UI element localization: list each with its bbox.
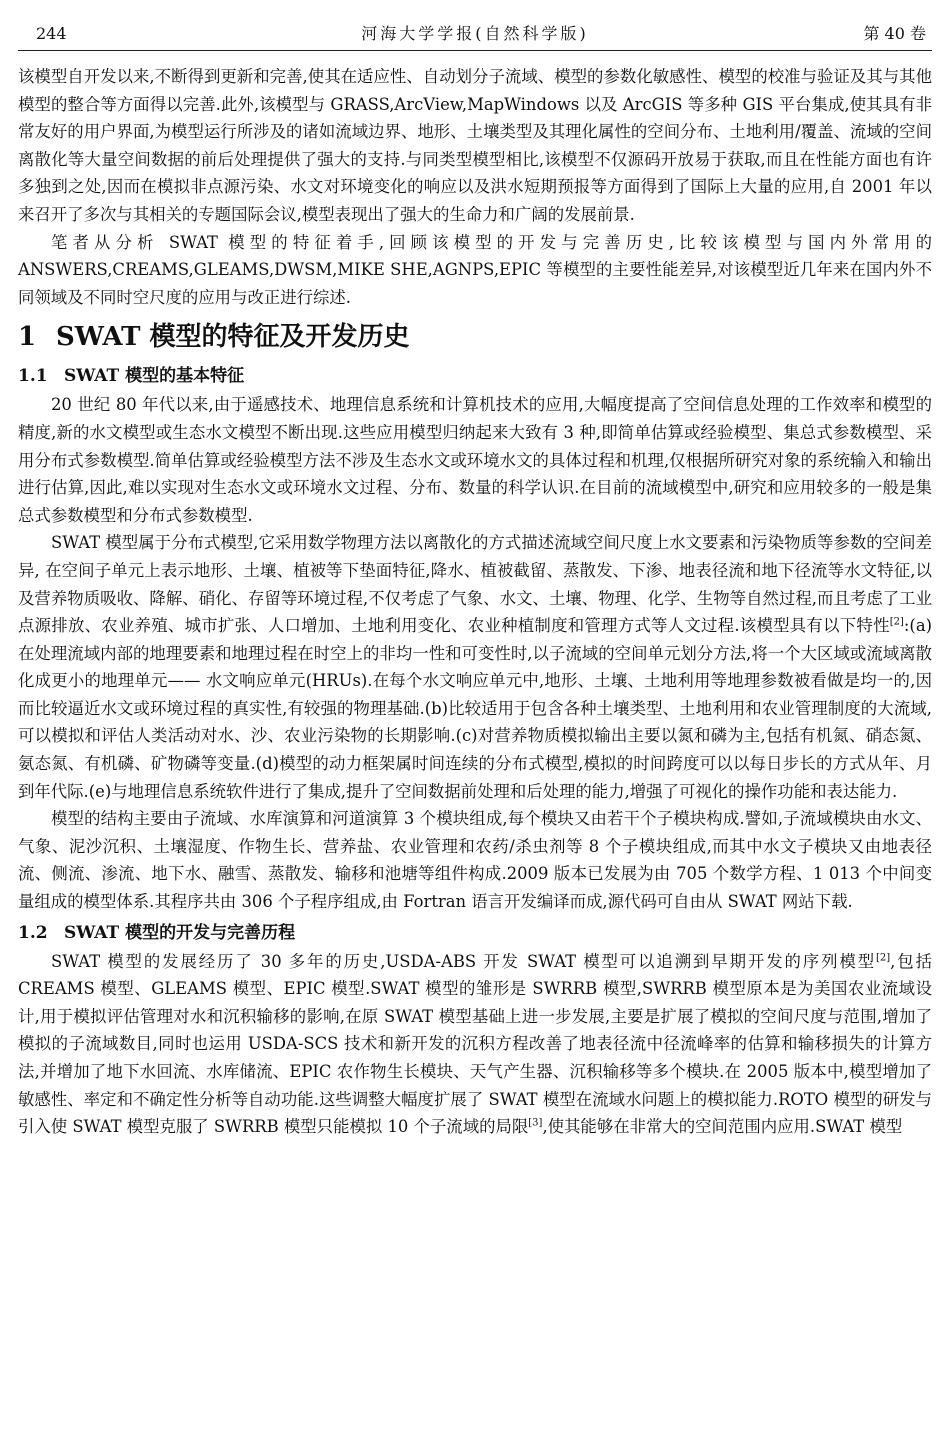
- paragraph-development-history: [18, 948, 932, 1141]
- text-run: ,使其能够在非常大的空间范围内应用.SWAT 模型: [542, 1117, 903, 1137]
- subsection-number: 1.1: [18, 366, 48, 387]
- subsection-heading-1-1: [18, 363, 932, 389]
- text-run: SWAT 模型的发展经历了 30 多年的历史,USDA-ABS 开发 SWAT 模型可以追溯到早期开发的序列模型: [51, 951, 876, 971]
- running-header: [18, 0, 932, 51]
- citation-ref[interactable]: [3]: [528, 1117, 543, 1129]
- citation-ref[interactable]: [2]: [876, 952, 891, 964]
- subsection-title: SWAT 模型的开发与完善历程: [64, 922, 296, 943]
- paragraph-model-types: 20 世纪 80 年代以来,由于遥感技术、地理信息系统和计算机技术的应用,大幅度提高了空间信息处理的工作效率和模型的精度,新的水文模型或生态水文模型不断出现.这些应用模型归纳起来大致有 3 种,即简单估算或经验模型、集总式参数模型、采用分布式参数模型.简单估算或经验模型方法不涉及生态水文或环境水文的具体过程和机理,仅根据所研究对象的系统输入和输出进行估算,因此,难以实现对生态水文或环境水文过程、分布、数量的科学认识.在目前的流域模型中,研究和应用较多的一般是集总式参数模型和分布式参数模型.: [18, 395, 932, 525]
- section-heading-1: [18, 319, 932, 355]
- paragraph-model-structure: 模型的结构主要由子流域、水库演算和河道演算 3 个模块组成,每个模块又由若干个子模块构成.譬如,子流域模块由水文、气象、泥沙沉积、土壤湿度、作物生长、营养盐、农业管理和农药/杀虫剂等 8 个子模块组成,而其中水文子模块又由地表径流、侧流、渗流、地下水、融雪、蒸散发、输移和池塘等组件构成.2009 版本已发展为由 705 个数学方程、1 013 个中间变量组成的模型体系.其程序共由 306 个子程序组成,由 Fortran 语言开发编译而成,源代码可自由从 SWAT 网站下载.: [18, 809, 932, 912]
- text-run: ,包括 CREAMS 模型、GLEAMS 模型、EPIC 模型.SWAT 模型的雏形是 SWRRB 模型,SWRRB 模型原本是为美国农业流域设计,用于模拟评估管理对水和沉积输移的影响,在原 SWAT 模型基础上进一步发展,主要是扩展了模拟的空间尺度与范围,增加了模拟的子流域数目,同时也运用 USDA-SCS 技术和新开发的沉积方程改善了地表径流中径流峰率的估算和输移损失的计算方法,并增加了地下水回流、水库储流、EPIC 农作物生长模块、天气产生器、沉积输移等多个模块.在 2005 版本中,模型增加了敏感性、率定和不确定性分析等自动功能.这些调整大幅度扩展了 SWAT 模型在流域水问题上的模拟能力.ROTO 模型的研发与引入使 SWAT 模型克服了 SWRRB 模型只能模拟 10 个子流域的局限: [18, 951, 932, 1137]
- section-title: SWAT 模型的特征及开发历史: [56, 322, 410, 353]
- subsection-number: 1.2: [18, 922, 48, 943]
- text-run: SWAT 模型属于分布式模型,它采用数学物理方法以离散化的方式描述流域空间尺度上水文要素和污染物质等参数的空间差异, 在空间子单元上表示地形、土壤、植被等下垫面特征,降水、植被截留、蒸散发、下渗、地表径流和地下径流等水文特征,以及营养物质吸收、降解、硝化、存留等环境过程,不仅考虑了气象、水文、土壤、物理、化学、生物等自然过程,而且考虑了工业点源排放、农业养殖、城市扩张、人口增加、土地利用变化、农业种植制度和管理方式等人文过程.该模型具有以下特性: [18, 533, 932, 636]
- page-number: 244: [36, 24, 67, 43]
- paragraph-author-overview: 笔者从分析 SWAT 模型的特征着手,回顾该模型的开发与完善历史,比较该模型与国内外常用的 ANSWERS,CREAMS,GLEAMS,DWSM,MIKE SHE,AGNPS,EPIC 等模型的主要性能差异,对该模型近几年来在国内外不同领域及不同时空尺度的应用与改正进行综述.: [18, 232, 932, 307]
- subsection-title: SWAT 模型的基本特征: [64, 366, 245, 387]
- journal-title: 河海大学学报(自然科学版): [361, 24, 589, 43]
- journal-page: [18, 0, 932, 1141]
- paragraph-swat-features: [18, 529, 932, 805]
- section-number: 1: [18, 322, 37, 353]
- paragraph-intro-continued: 该模型自开发以来,不断得到更新和完善,使其在适应性、自动划分子流域、模型的参数化敏感性、模型的校准与验证及其与其他模型的整合等方面得以完善.此外,该模型与 GRASS,ArcView,MapWindows 以及 ArcGIS 等多种 GIS 平台集成,使其具有非常友好的用户界面,为模型运行所涉及的诸如流域边界、地形、土壤类型及其理化属性的空间分布、土地利用/覆盖、流域的空间离散化等大量空间数据的前后处理提供了强大的支持.与同类型模型相比,该模型不仅源码开放易于获取,而且在性能方面也有许多独到之处,因而在模拟非点源污染、水文对环境变化的响应以及洪水短期预报等方面得到了国际上大量的应用,自 2001 年以来召开了多次与其相关的专题国际会议,模型表现出了强大的生命力和广阔的发展前景.: [18, 67, 932, 224]
- citation-ref[interactable]: [2]: [889, 616, 904, 628]
- subsection-heading-1-2: [18, 920, 932, 946]
- text-run: :(a)在处理流域内部的地理要素和地理过程在时空上的非均一性和可变性时,以子流域的空间单元划分方法,将一个大区域或流域离散化成更小的地理单元—— 水文响应单元(HRUs).在每个水文响应单元中,地形、土壤、土地利用等地理参数被看做是均一的,因而比较逼近水文或环境过程的真实性,有较强的物理基础.(b)比较适用于包含各种土壤类型、土地利用和农业管理制度的大流域,可以模拟和评估人类活动对水、沙、农业污染物的长期影响.(c)对营养物质模拟输出主要以氮和磷为主,包括有机氮、硝态氮、氨态氮、有机磷、矿物磷等变量.(d)模型的动力框架属时间连续的分布式模型,模拟的时间跨度可以以每日步长的方式从年、月到年代际.(e)与地理信息系统软件进行了集成,提升了空间数据前处理和后处理的能力,增强了可视化的操作功能和表达能力.: [18, 616, 932, 801]
- article-body: [18, 51, 932, 1141]
- volume-label: 第 40 卷: [863, 24, 926, 43]
